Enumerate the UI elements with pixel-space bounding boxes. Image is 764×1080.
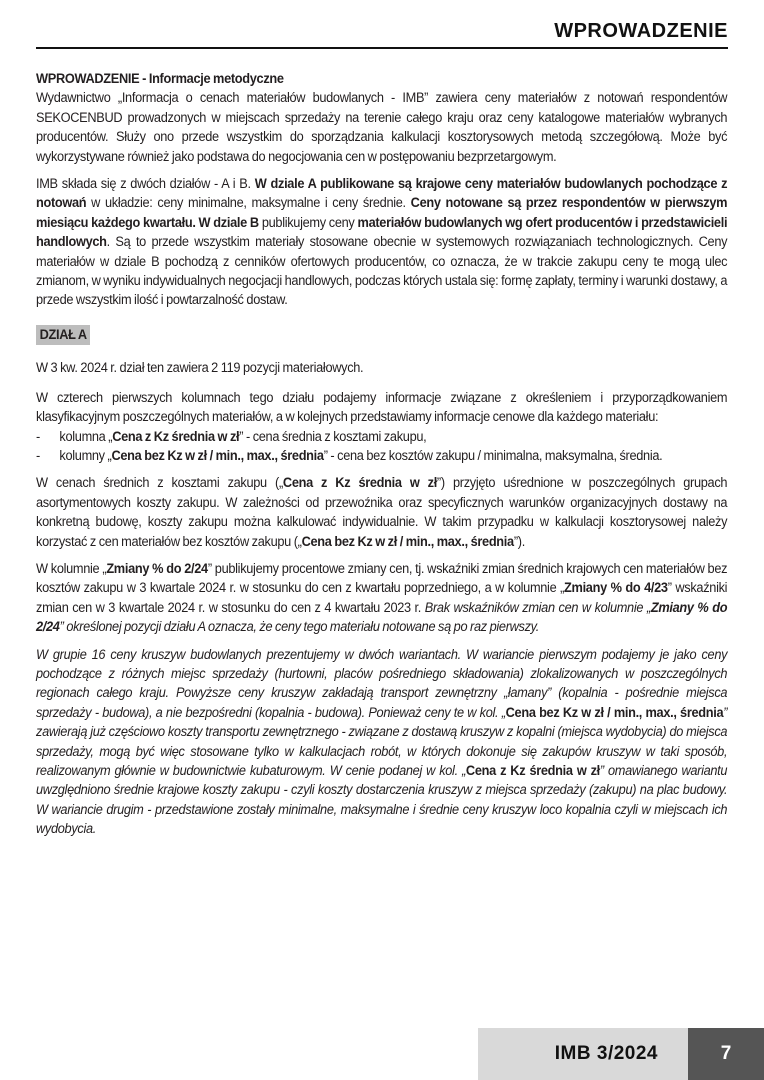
list-item bbox=[36, 428, 727, 447]
bold-run: Zmiany % do 4/23 bbox=[564, 580, 668, 597]
bold-run: Cena bez Kz w zł / min., max., średnia bbox=[505, 704, 724, 721]
text-run: kolumna „ bbox=[59, 428, 113, 445]
bold-run: Cena z Kz średnia w zł bbox=[465, 763, 600, 779]
list-dash: - bbox=[36, 428, 40, 445]
italic-run: ” omawianego wariantu uwzględniono średnie krajowe koszty zakupu - czyli koszty dostarczenia kruszyw z miejsca sprzedaży (zakupu) na plac budowy. W wariancie drugim - przedstawione zostały minimalne, maksymalne i średnie ceny kruszyw loco kopalnia czyli w miejscach ich wydobycia. bbox=[36, 763, 728, 838]
publication-code: IMB 3/2024 bbox=[478, 1028, 688, 1080]
section-a-paragraph-2: W czterech pierwszych kolumnach tego działu podajemy informacje związane z określeniem i przyporządkowaniem klasyfikacyjnym poszczególnych materiałów, a w kolejnych przedstawiamy informacje cenowe dla każdego materiału: bbox=[36, 389, 728, 426]
intro-paragraph-2 bbox=[36, 175, 727, 311]
section-heading: WPROWADZENIE - Informacje metodyczne bbox=[36, 71, 284, 87]
list-dash: - bbox=[36, 447, 40, 464]
italic-run: Brak wskaźników zmian cen w kolumnie „ bbox=[424, 599, 651, 616]
text-run: w układzie: ceny minimalne, maksymalne i ceny średnie. bbox=[86, 195, 411, 212]
page-number: 7 bbox=[688, 1028, 764, 1080]
text-run: IMB składa się z dwóch działów - A i B. bbox=[36, 176, 255, 193]
text-run: ”) przyjęto uśrednione w poszczególnych grupach asortymentowych koszty zakupu. W zależności od przewoźnika oraz specyficznych warunków organizacyjnych dostawy na konkretną budowę, koszty zakupu można kalkulować indywidualnie. W takim przypadku w kalkulacji kosztorysowej należy korzystać z cen materiałów bez kosztów zakupu („ bbox=[36, 475, 728, 550]
bold-run: Cena z Kz średnia w zł bbox=[282, 475, 437, 492]
bold-run: Cena bez Kz w zł / min., max., średnia bbox=[111, 447, 324, 464]
section-a-badge: DZIAŁ A bbox=[36, 325, 90, 345]
columns-list bbox=[36, 428, 727, 467]
section-a-paragraph-1: W 3 kw. 2024 r. dział ten zawiera 2 119 pozycji materiałowych. bbox=[36, 360, 364, 377]
text-run: ”). bbox=[513, 533, 525, 550]
bold-run: Cena z Kz średnia w zł bbox=[112, 428, 240, 445]
intro-paragraph-1: Wydawnictwo „Informacja o cenach materiałów budowlanych - IMB” zawiera ceny materiałów z notowań respondentów SEKOCENBUD prowadzonych w miejscach sprzedaży na terenie całego kraju oraz ceny katalogowe materiałów wybranych producentów. Służy ono przede wszystkim do sporządzania kalkulacji kosztorysowych metodą szczegółową. Może być wykorzystywane również jako podstawa do negocjowania cen w postępowaniu bezprzetargowym. bbox=[36, 90, 728, 165]
page-header-title: WPROWADZENIE bbox=[554, 20, 728, 42]
section-a-paragraph-3 bbox=[36, 474, 727, 552]
bold-run: Zmiany % do 2/24 bbox=[106, 560, 208, 577]
list-item bbox=[36, 447, 727, 466]
header-divider bbox=[36, 47, 728, 49]
text-run: kolumny „ bbox=[59, 447, 112, 464]
text-run: . Są to przede wszystkim materiały stosowane obecnie w systemowych rozwiązaniach technologicznych. Ceny materiałów w dziale B pochodzą z cenników ofertowych producentów, co oznacza, że w trakcie zakupu ceny te mogą ulec zmianom, w wyniku indywidualnych negocjacji handlowych, podczas których ustala się: formę zapłaty, terminy i warunki dostawy, a przede wszystkim ilość i powtarzalność dostaw. bbox=[36, 234, 728, 309]
main-content bbox=[36, 70, 727, 848]
italic-run: W grupie 16 ceny kruszyw budowlanych prezentujemy w dwóch wariantach. W wariancie pierwszym podajemy je jako ceny pochodzące z różnych miejsc sprzedaży (hurtowni, placów pośredniego składowania) zlokalizowanych w poszczególnych regionach całego kraju. Powyższe ceny kruszyw zakładają transport zewnętrzny „łamany” (kopalnia - pośrednie miejsca sprzedaży - budowa), a nie bezpośredni (kopalnia - budowa). Ponieważ ceny te w kol. „ bbox=[36, 646, 728, 721]
text-run: ” publikujemy procentowe zmiany cen, tj. wskaźniki zmian średnich krajowych cen materiałów bez kosztów zakupu w 3 kwartale 2024 r. w stosunku do cen z kwartału poprzedniego, a w kolumnie „ bbox=[36, 560, 728, 597]
text-run: W cenach średnich z kosztami zakupu („ bbox=[36, 475, 283, 492]
text-run: ” - cena średnia z kosztami zakupu, bbox=[239, 428, 427, 445]
italic-run: ” zawierają już częściowo koszty transportu zewnętrznego - związane z dostawą kruszyw z kopalni (miejsca wydobycia) do miejsca sprzedaży, mogą być więc stosowane tylko w kalkulacjach robót, w których dokonuje się zakupów kruszyw w taki sposób, realizowanym głównie w budownictwie kubaturowym. W cenie podanej w kol. „ bbox=[36, 704, 728, 779]
bold-run: Ceny notowane są przez respondentów w pierwszym miesiącu każdego kwartału. bbox=[36, 195, 728, 231]
bold-run: Zmiany % do 2/24 bbox=[36, 599, 728, 636]
text-run: W kolumnie „ bbox=[36, 560, 107, 577]
text-run: ” - cena bez kosztów zakupu / minimalna, maksymalna, średnia. bbox=[323, 447, 663, 464]
italic-run: ” określonej pozycji działu A oznacza, że ceny tego materiału notowane są po raz pierwszy. bbox=[59, 619, 540, 636]
text-run: ” wskaźniki zmian cen w 3 kwartale 2024 r. w stosunku do cen z 4 kwartału 2023 r. bbox=[36, 580, 728, 616]
section-a-paragraph-4 bbox=[36, 560, 727, 638]
bold-run: W dziale A publikowane są krajowe ceny materiałów budowlanych pochodzące z notowań bbox=[36, 176, 728, 212]
bold-run: materiałów budowlanych wg ofert producentów i przedstawicieli handlowych bbox=[36, 214, 728, 251]
text-run: publikujemy ceny bbox=[258, 214, 358, 231]
bold-run: W dziale B bbox=[195, 214, 259, 231]
section-a-paragraph-5 bbox=[36, 646, 727, 840]
page-footer bbox=[478, 1028, 764, 1080]
bold-run: Cena bez Kz w zł / min., max., średnia bbox=[301, 533, 514, 550]
